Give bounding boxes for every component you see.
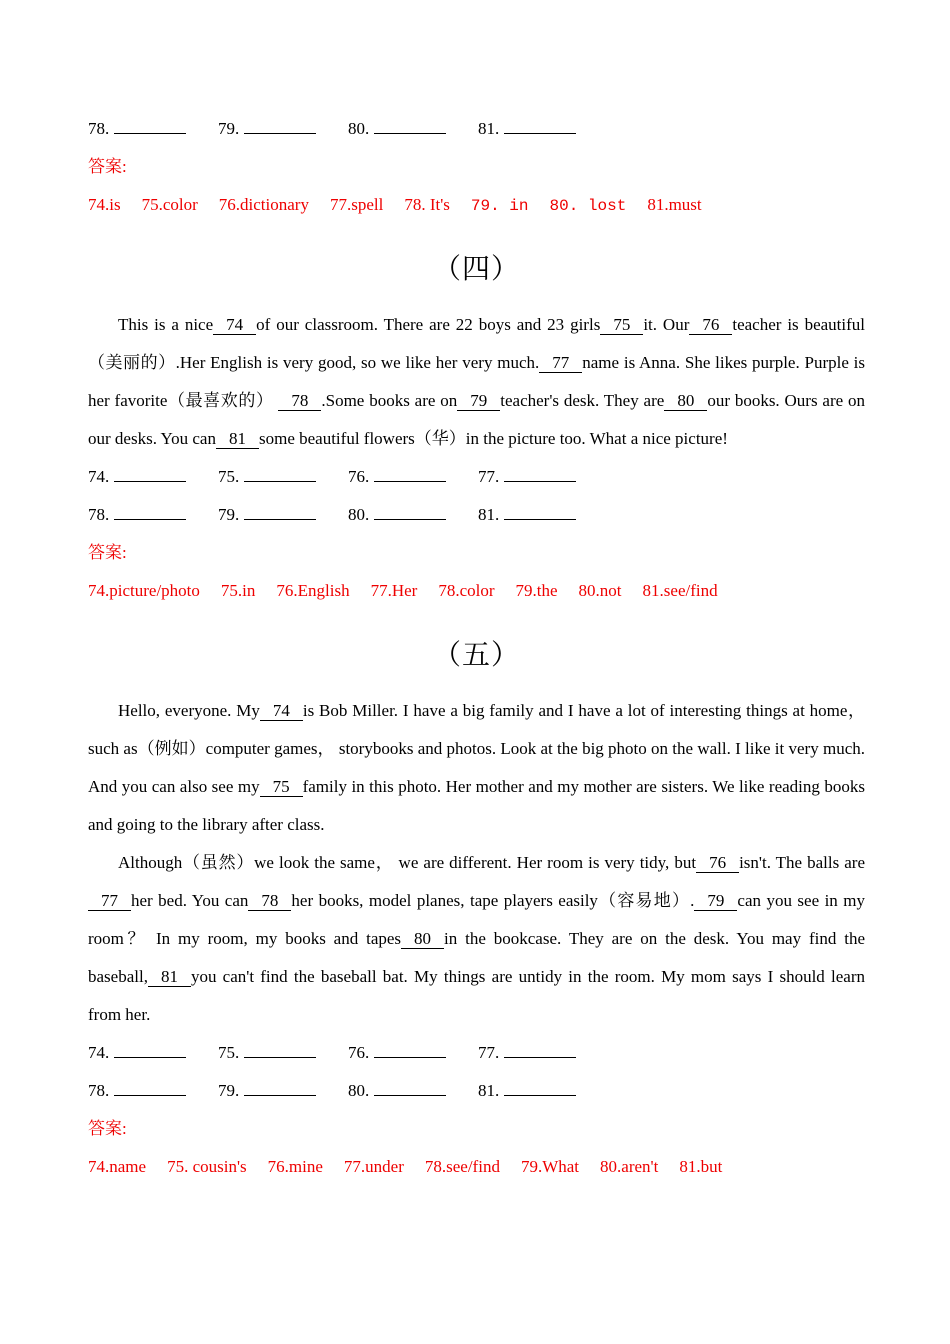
blank-item [478, 110, 608, 148]
text-run: it. Our [643, 315, 690, 334]
answer-item: 76.English [276, 581, 350, 600]
blank-item [218, 110, 348, 148]
text-run: teacher is beautiful（美丽的）.Her English is very good, so we like her very much. [88, 315, 866, 372]
text-run: our books. Ours are on our desks. You can [88, 391, 866, 448]
blank-item [88, 1072, 218, 1110]
blank-item [218, 458, 348, 496]
blank-number: 80. [348, 119, 370, 138]
text-run: some beautiful flowers（华）in the picture too. What a nice picture! [258, 429, 728, 448]
blank-item [348, 1072, 478, 1110]
s5-cloze-paragraph-1 [88, 692, 865, 844]
text-run: family in this photo. Her mother and my mother are sisters. We like reading books and going to the library after class. [88, 777, 866, 834]
answer-item: 74.is [88, 195, 121, 214]
section-4-title: （四） [432, 254, 520, 285]
blank-number: 75. [218, 467, 240, 486]
answer-item: 77.under [343, 1157, 404, 1176]
s5-blanks-row-2 [88, 1072, 865, 1110]
inline-blank: 81 [148, 967, 191, 987]
answer-item: 79. in [470, 197, 529, 215]
text-run: in the bookcase. They are on the desk. You may find the baseball, [88, 929, 865, 986]
answer-item: 78. It's [404, 195, 450, 214]
s4-cloze-paragraph [88, 306, 865, 458]
inline-blank: 75 [600, 315, 643, 335]
answer-item: 80.not [578, 581, 622, 600]
blank-item [88, 1034, 218, 1072]
s3-blanks-row [88, 110, 865, 148]
blank-number: 75. [218, 1043, 240, 1062]
answer-item: 74.picture/photo [88, 581, 200, 600]
text-run: Although（虽然）we look the same， we are different. Her room is very tidy, but [118, 853, 697, 872]
blank-line [374, 118, 446, 134]
blank-line [114, 466, 186, 482]
inline-blank: 77 [539, 353, 582, 373]
answer-item: 79.What [520, 1157, 580, 1176]
text-run: teacher's desk. They are [500, 391, 665, 410]
blank-number: 74. [88, 467, 110, 486]
blank-item [348, 110, 478, 148]
text-run: .Some books are on [321, 391, 458, 410]
blank-item [348, 1034, 478, 1072]
blank-line [114, 1080, 186, 1096]
inline-blank: 80 [401, 929, 444, 949]
text-run: can you see in my room？ In my room, my books and tapes [88, 891, 865, 948]
blank-number: 78. [88, 119, 110, 138]
text-run: Hello, everyone. My [118, 701, 260, 720]
answer-item: 76.dictionary [218, 195, 309, 214]
inline-blank: 78 [278, 391, 321, 411]
answer-item: 78.color [438, 581, 495, 600]
blank-line [374, 466, 446, 482]
answer-item: 75.in [220, 581, 256, 600]
answer-item: 79.the [515, 581, 558, 600]
text-run: This is a nice [118, 315, 214, 334]
blank-number: 78. [88, 505, 110, 524]
s3-answers-line [88, 186, 865, 224]
s4-answers-line [88, 572, 865, 610]
blank-line [244, 466, 316, 482]
blank-item [88, 110, 218, 148]
blank-line [244, 1080, 316, 1096]
blank-number: 81. [478, 505, 500, 524]
answer-item: 75.color [141, 195, 198, 214]
blank-line [114, 118, 186, 134]
blank-line [504, 504, 576, 520]
blank-item [218, 1034, 348, 1072]
answer-item: 80.aren't [600, 1157, 659, 1176]
text-run: isn't. The balls are [739, 853, 866, 872]
inline-blank: 79 [457, 391, 500, 411]
blank-line [374, 1042, 446, 1058]
blank-line [504, 466, 576, 482]
blank-item [478, 1072, 608, 1110]
blank-line [504, 1080, 576, 1096]
blank-item [348, 496, 478, 534]
inline-blank: 76 [696, 853, 739, 873]
blank-number: 81. [478, 119, 500, 138]
answer-item: 75. cousin's [167, 1157, 247, 1176]
inline-blank: 76 [689, 315, 732, 335]
blank-item [478, 496, 608, 534]
inline-blank: 78 [248, 891, 291, 911]
blank-item [88, 496, 218, 534]
answer-item: 78.see/find [424, 1157, 500, 1176]
inline-blank: 74 [260, 701, 303, 721]
blank-item [348, 458, 478, 496]
blank-number: 74. [88, 1043, 110, 1062]
s5-answers-line [88, 1148, 865, 1186]
inline-blank: 77 [88, 891, 131, 911]
blank-number: 80. [348, 505, 370, 524]
answer-item: 77.Her [370, 581, 418, 600]
blank-number: 79. [218, 1081, 240, 1100]
text-run: her books, model planes, tape players easily（容易地）. [291, 891, 695, 910]
text-run: her bed. You can [131, 891, 249, 910]
s4-blanks-row-2 [88, 496, 865, 534]
s5-blanks-row-1 [88, 1034, 865, 1072]
s5-cloze-paragraph-2 [88, 844, 865, 1034]
s5-answers-label: 答案: [88, 1119, 127, 1138]
inline-blank: 74 [213, 315, 256, 335]
answer-item: 81.but [679, 1157, 723, 1176]
blank-line [244, 118, 316, 134]
blank-number: 78. [88, 1081, 110, 1100]
blank-number: 77. [478, 467, 500, 486]
text-run: is Bob Miller. I have a big family and I have a lot of interesting things at home， such as（例如）computer games， storybooks and photos. Look at the big photo on the wall. I like it very much. And you can also see my [88, 701, 865, 796]
section-5-title: （五） [432, 640, 520, 671]
text-run: of our classroom. There are 22 boys and 23 girls [256, 315, 601, 334]
blank-number: 79. [218, 119, 240, 138]
blank-number: 80. [348, 1081, 370, 1100]
blank-item [88, 458, 218, 496]
s3-answers-label: 答案: [88, 157, 127, 176]
inline-blank: 79 [694, 891, 737, 911]
inline-blank: 75 [260, 777, 303, 797]
inline-blank: 80 [664, 391, 707, 411]
blank-item [478, 458, 608, 496]
blank-line [114, 504, 186, 520]
blank-line [504, 118, 576, 134]
blank-number: 81. [478, 1081, 500, 1100]
answer-item: 77.spell [329, 195, 384, 214]
blank-item [218, 496, 348, 534]
answer-item: 76.mine [267, 1157, 323, 1176]
blank-number: 76. [348, 467, 370, 486]
answer-item: 81.see/find [642, 581, 718, 600]
text-run: you can't find the baseball bat. My things are untidy in the room. My mom says I should learn from her. [88, 967, 865, 1024]
s4-answers-label: 答案: [88, 543, 127, 562]
blank-number: 79. [218, 505, 240, 524]
blank-item [478, 1034, 608, 1072]
text-run: name is Anna. She likes purple. Purple is her favorite（最喜欢的） [88, 353, 865, 410]
blank-number: 77. [478, 1043, 500, 1062]
blank-line [374, 504, 446, 520]
answer-item: 81.must [647, 195, 702, 214]
blank-line [244, 504, 316, 520]
s4-blanks-row-1 [88, 458, 865, 496]
blank-line [374, 1080, 446, 1096]
blank-number: 76. [348, 1043, 370, 1062]
blank-item [218, 1072, 348, 1110]
answer-item: 80. lost [549, 197, 627, 215]
inline-blank: 81 [216, 429, 259, 449]
blank-line [114, 1042, 186, 1058]
blank-line [504, 1042, 576, 1058]
answer-item: 74.name [88, 1157, 147, 1176]
blank-line [244, 1042, 316, 1058]
